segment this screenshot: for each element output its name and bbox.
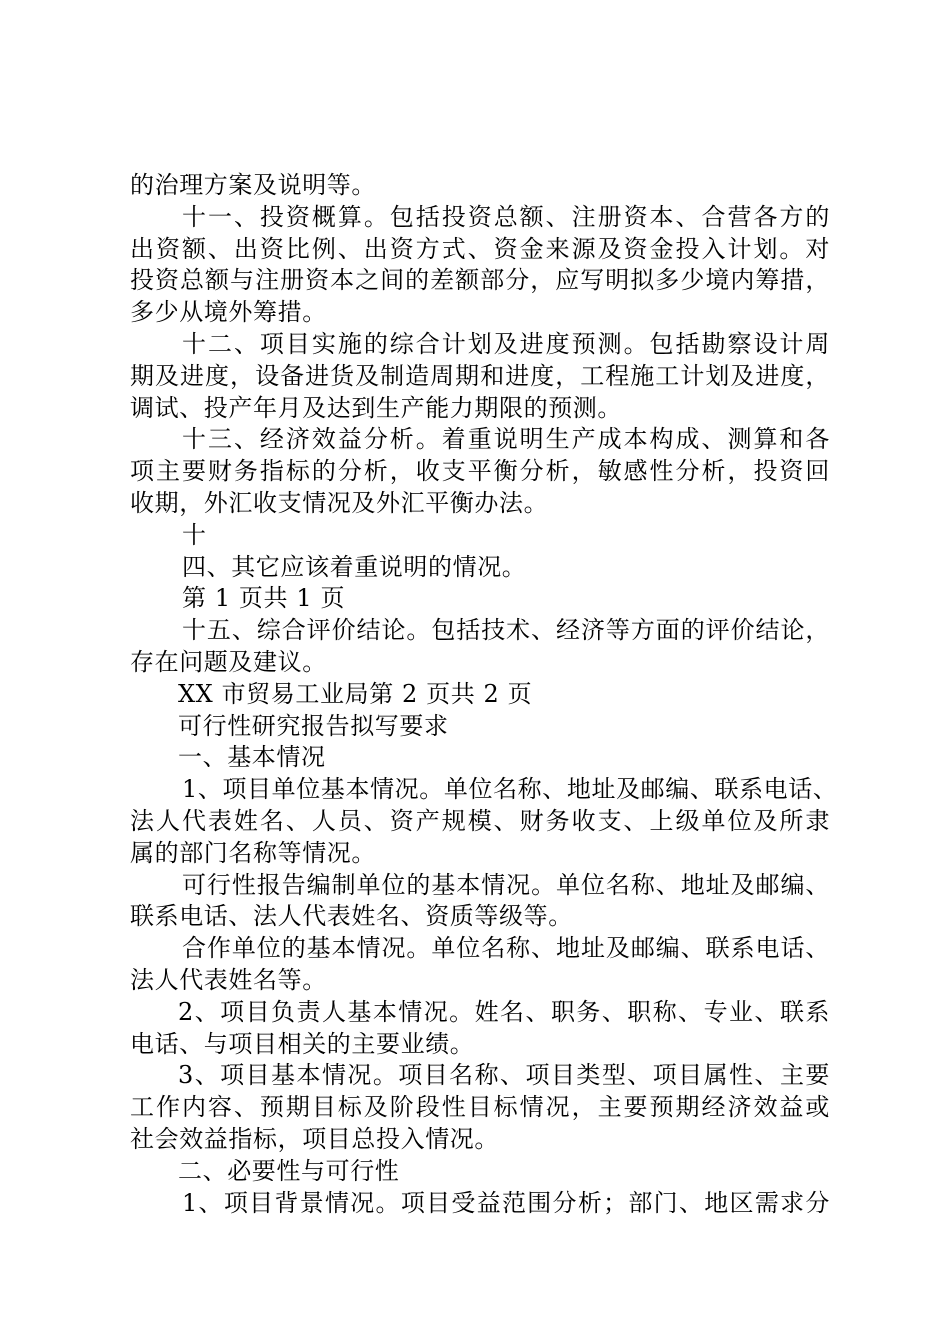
document-line: 存在问题及建议。 (130, 647, 327, 676)
document-line: 十三、经济效益分析。着重说明生产成本构成、测算和各 (182, 425, 830, 454)
document-line: 收期，外汇收支情况及外汇平衡办法。 (130, 488, 549, 517)
document-body (130, 170, 838, 1219)
document-line: 合作单位的基本情况。单位名称、地址及邮编、联系电话、 (182, 934, 830, 963)
document-line: 法人代表姓名等。 (130, 965, 327, 994)
document-line: XX 市贸易工业局第 2 页共 2 页 (178, 679, 533, 708)
document-line: 第 1 页共 1 页 (182, 584, 346, 613)
document-line: 联系电话、法人代表姓名、资质等级等。 (130, 902, 573, 931)
document-line: 法人代表姓名、人员、资产规模、财务收支、上级单位及所隶 (130, 806, 830, 835)
document-line: 2、项目负责人基本情况。姓名、职务、职称、专业、联系 (178, 997, 830, 1026)
document-line: 可行性研究报告拟写要求 (178, 711, 449, 740)
document-line: 可行性报告编制单位的基本情况。单位名称、地址及邮编、 (182, 870, 830, 899)
document-line: 1、项目背景情况。项目受益范围分析；部门、地区需求分 (182, 1188, 830, 1217)
document-line: 多少从境外筹措。 (130, 298, 327, 327)
document-line: 投资总额与注册资本之间的差额部分，应写明拟多少境内筹措， (130, 266, 830, 295)
document-line: 一、基本情况 (178, 743, 326, 772)
document-line: 四、其它应该着重说明的情况。 (182, 552, 527, 581)
document-line: 电话、与项目相关的主要业绩。 (130, 1029, 475, 1058)
document-line: 工作内容、预期目标及阶段性目标情况，主要预期经济效益或 (130, 1093, 830, 1122)
document-line: 十五、综合评价结论。包括技术、经济等方面的评价结论， (182, 616, 830, 645)
document-line: 社会效益指标，项目总投入情况。 (130, 1124, 499, 1153)
document-line: 出资额、出资比例、出资方式、资金来源及资金投入计划。对 (130, 234, 830, 263)
document-line: 项主要财务指标的分析，收支平衡分析，敏感性分析，投资回 (130, 457, 830, 486)
document-line: 1、项目单位基本情况。单位名称、地址及邮编、联系电话、 (182, 775, 838, 804)
document-line: 期及进度，设备进货及制造周期和进度，工程施工计划及进度， (130, 361, 830, 390)
document-line: 二、必要性与可行性 (178, 1156, 400, 1185)
document-line: 十 (182, 520, 207, 549)
document-line: 属的部门名称等情况。 (130, 838, 376, 867)
document-line: 的治理方案及说明等。 (130, 171, 376, 199)
document-line: 十一、投资概算。包括投资总额、注册资本、合营各方的 (182, 202, 830, 231)
document-line: 3、项目基本情况。项目名称、项目类型、项目属性、主要 (178, 1061, 830, 1090)
document-line: 调试、投产年月及达到生产能力期限的预测。 (130, 393, 622, 422)
document-line: 十二、项目实施的综合计划及进度预测。包括勘察设计周 (182, 329, 830, 358)
